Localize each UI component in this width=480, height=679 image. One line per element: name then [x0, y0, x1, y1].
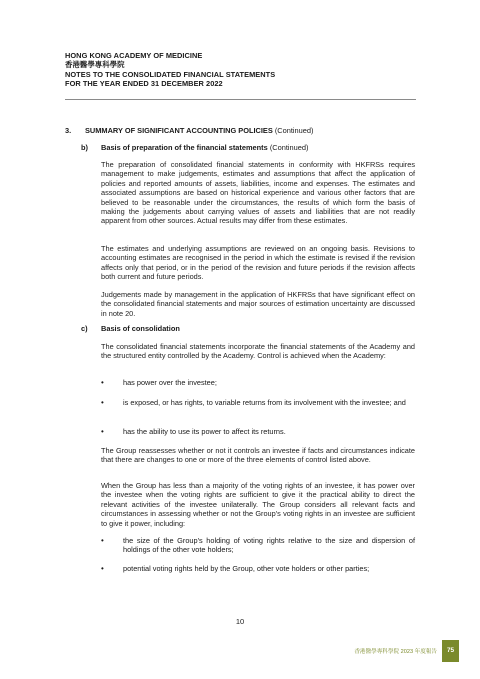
bullet-icon: • [101, 427, 104, 436]
header-notes-title: NOTES TO THE CONSOLIDATED FINANCIAL STATEMENTS [65, 69, 276, 79]
header-org-name-chinese: 香港醫學專科學院 [65, 60, 125, 70]
page-number: 10 [235, 617, 245, 626]
header-period: FOR THE YEAR ENDED 31 DECEMBER 2022 [65, 79, 223, 89]
section-number: 3. [65, 126, 72, 135]
footer-page-number: 75 [446, 647, 455, 654]
bullet-icon: • [101, 536, 104, 545]
paragraph-judgements: Judgements made by management in the application of HKFRSs that have significant effect on the consolidated financial statements and major sources of estimation uncertainty are discussed in note 20. [101, 290, 415, 318]
header-divider [65, 99, 416, 100]
paragraph-estimates-review: The estimates and underlying assumptions are reviewed on an ongoing basis. Revisions to accounting estimates are recognised in the period in which the estimate is revised if the revision affects only that period, or in the period of the revision and future periods if the revision affects both current and future periods. [101, 244, 415, 282]
paragraph-reassess-control: The Group reassesses whether or not it controls an investee if facts and circumstances indicate that there are changes to one or more of the three elements of control listed above. [101, 446, 415, 465]
footer-page-tab [442, 640, 459, 662]
bullet-icon: • [101, 398, 104, 407]
footer-report-title: 香港醫學專科學院 2023 年度報告 [354, 649, 437, 655]
subsection-b-title: Basis of preparation of the financial statements [101, 143, 268, 152]
paragraph-consolidation-intro: The consolidated financial statements incorporate the financial statements of the Academy and the structured entity controlled by the Academy. Control is achieved when the Academy: [101, 342, 415, 361]
bullet-icon: • [101, 564, 104, 573]
paragraph-estimates: The preparation of consolidated financial statements in conformity with HKFRSs requires management to make judgements, estimates and assumptions that affect the application of policies and reported amounts of assets, liabilities, income and expenses. The estimates and associated assumptions are based on historical experience and various other factors that are believed to be reasonable under the circumstances, the results of which form the basis of making the judgements about carrying values of assets and liabilities that are not readily apparent from other sources. Actual results may differ from these estimates. [101, 160, 415, 226]
section-title: SUMMARY OF SIGNIFICANT ACCOUNTING POLICIES [85, 126, 273, 135]
section-continued: (Continued) [274, 126, 314, 135]
subsection-c-title: Basis of consolidation [101, 324, 180, 333]
paragraph-voting-rights: When the Group has less than a majority of the voting rights of an investee, it has power over the investee when the voting rights are sufficient to give it the practical ability to direct the relevant activities of the investee unilaterally. The Group considers all relevant facts and circumstances in assessing whether or not the Group's voting rights in an investee are sufficient to give it power, including: [101, 481, 415, 528]
document-header [65, 51, 425, 89]
subsection-b-continued: (Continued) [269, 143, 309, 152]
subsection-b-letter: b) [81, 143, 88, 152]
subsection-c-letter: c) [81, 324, 88, 333]
header-org-name: HONG KONG ACADEMY OF MEDICINE [65, 51, 203, 60]
bullet-icon: • [101, 378, 104, 387]
